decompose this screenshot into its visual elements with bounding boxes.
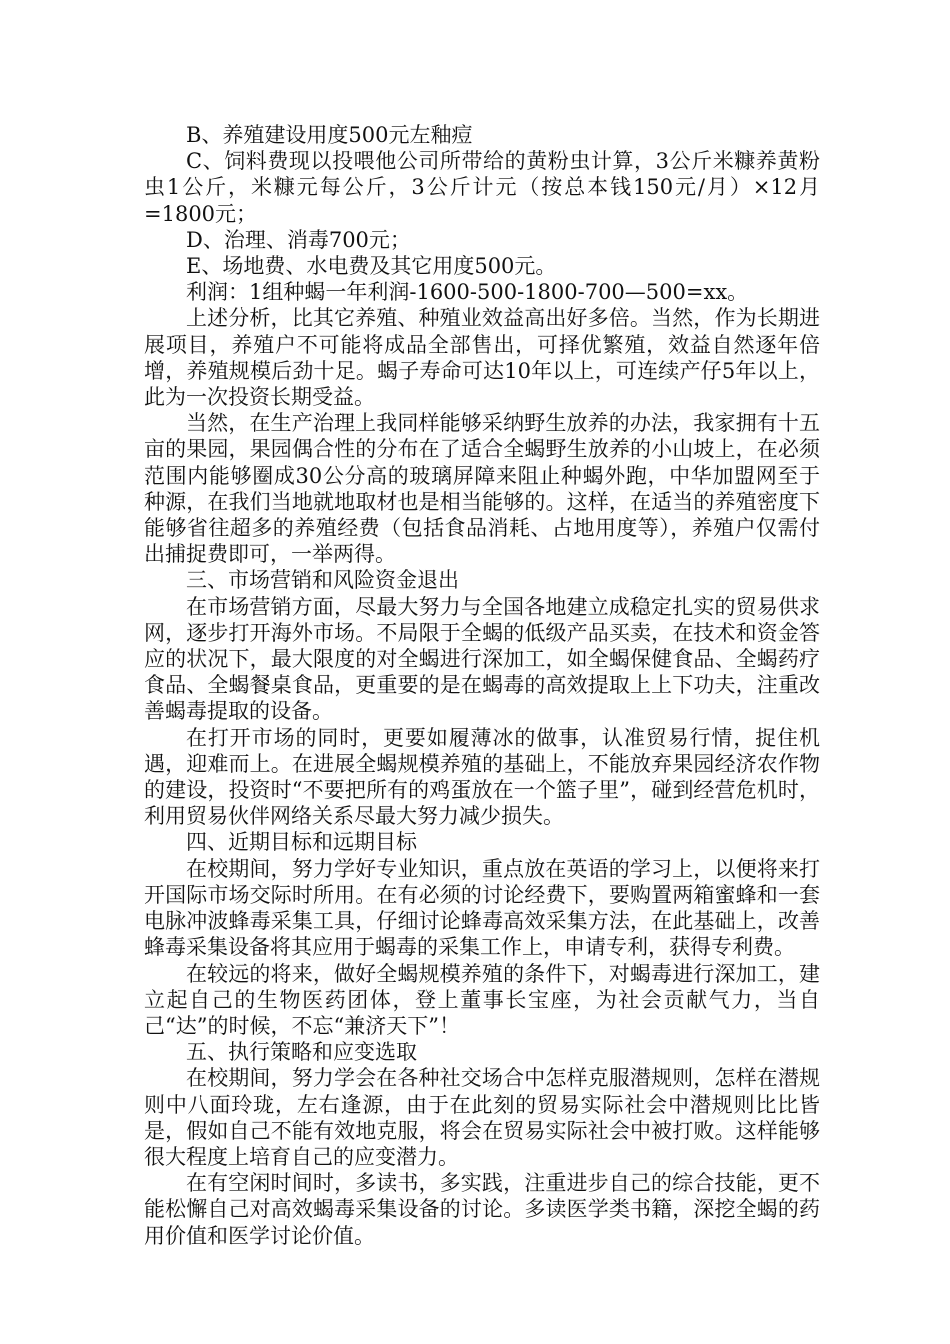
paragraph-near-term-goals: 在校期间，努力学好专业知识，重点放在英语的学习上，以便将来打开国际市场交际时所用。在有必须的讨论经费下，要购置两箱蜜蜂和一套电脉冲波蜂毒采集工具，仔细讨论蜂毒高效采集方法，在此基础上，改善蜂毒采集设备将其应用于蝎毒的采集工作上，申请专利，获得专利费。 bbox=[144, 856, 820, 960]
paragraph-risk: 在打开市场的同时，更要如履薄冰的做事，认准贸易行情，捉住机遇，迎难而上。在进展全蝎规模养殖的基础上，不能放弃果园经济农作物的建设，投资时“不要把所有的鸡蛋放在一个篮子里”，碰到经营危机时，利用贸易伙伴网络关系尽最大努力减少损失。 bbox=[144, 725, 820, 829]
paragraph-analysis: 上述分析，比其它养殖、种殖业效益高出好多倍。当然，作为长期进展项目，养殖户不可能将成品全部售出，可择优繁殖，效益自然逐年倍增，养殖规模后劲十足。蝎子寿命可达10年以上，可连续产仔5年以上，此为一次投资长期受益。 bbox=[144, 306, 820, 410]
section-heading-strategy: 五、执行策略和应变选取 bbox=[186, 1040, 417, 1065]
paragraph-strategy-study: 在有空闲时间时，多读书，多实践，注重进步自己的综合技能，更不能松懈自己对高效蝎毒采集设备的讨论。多读医学类书籍，深挖全蝎的药用价值和医学讨论价值。 bbox=[144, 1171, 820, 1248]
paragraph-cost-b: B、养殖建设用度500元左釉痘 bbox=[186, 123, 473, 147]
paragraph-strategy-social: 在校期间，努力学会在各种社交场合中怎样克服潜规则，怎样在潜规则中八面玲珑，左右逢源，由于在此刻的贸易实际社会中潜规则比比皆是，假如自己不能有效地克服，将会在贸易实际社会中被打败。这样能够很大程度上培育自己的应变潜力。 bbox=[144, 1066, 820, 1169]
paragraph-profit: 利润：1组种蝎一年利润-1600-500-1800-700—500=xx。 bbox=[186, 280, 749, 305]
paragraph-wild-breeding: 当然，在生产治理上我同样能够采纳野生放养的办法，我家拥有十五亩的果园，果园偶合性的分布在了适合全蝎野生放养的小山坡上，在必须范围内能够圈成30公分高的玻璃屏障来阻止种蝎外跑，中华加盟网至于种源，在我们当地就地取材也是相当能够的。这样，在适当的养殖密度下能够省往超多的养殖经费（包括食品消耗、占地用度等），养殖户仅需付出捕捉费即可，一举两得。 bbox=[144, 411, 820, 567]
paragraph-cost-e: E、场地费、水电费及其它用度500元。 bbox=[186, 254, 557, 279]
section-heading-marketing: 三、市场营销和风险资金退出 bbox=[186, 568, 459, 593]
section-heading-goals: 四、近期目标和远期目标 bbox=[186, 830, 417, 855]
paragraph-cost-c: C、饲料费现以投喂他公司所带给的黄粉虫计算，3公斤米糠养黄粉虫1公斤，米糠元每公斤，3公斤计元（按总本钱150元/月）×12月=1800元； bbox=[144, 149, 820, 226]
document-body bbox=[144, 122, 820, 1249]
paragraph-marketing: 在市场营销方面，尽最大努力与全国各地建立成稳定扎实的贸易供求网，逐步打开海外市场。不局限于全蝎的低级产品买卖，在技术和资金答应的状况下，最大限度的对全蝎进行深加工，如全蝎保健食品、全蝎药疗食品、全蝎餐桌食品，更重要的是在蝎毒的高效提取上上下功夫，注重改善蝎毒提取的设备。 bbox=[144, 594, 820, 724]
paragraph-cost-d: D、治理、消毒700元； bbox=[186, 227, 411, 252]
paragraph-long-term-goals: 在较远的将来，做好全蝎规模养殖的条件下，对蝎毒进行深加工，建立起自己的生物医药团体，登上董事长宝座，为社会贡献气力，当自己“达”的时候，不忘“兼济天下”！ bbox=[144, 961, 820, 1038]
